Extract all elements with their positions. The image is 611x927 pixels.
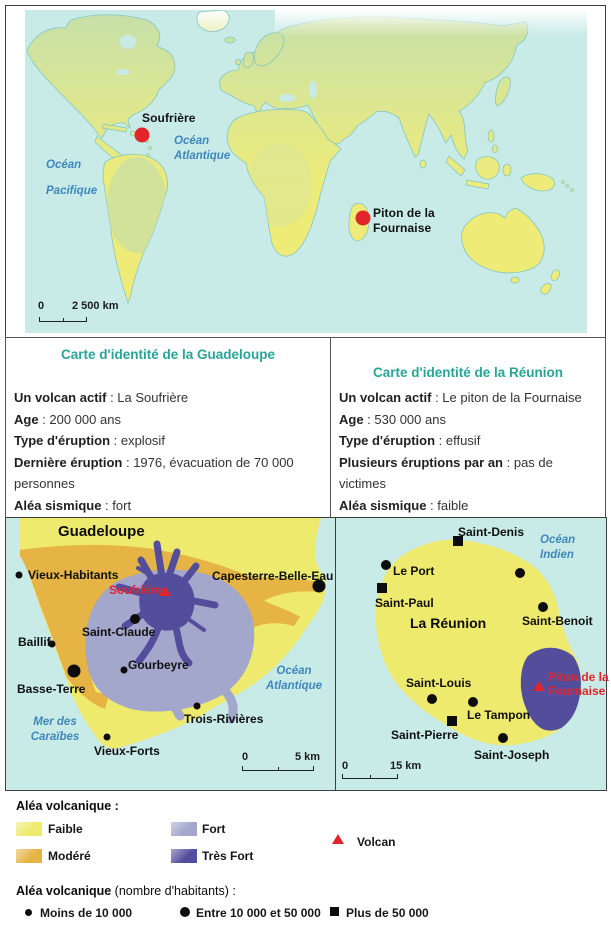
city-marker-basse-terre xyxy=(68,665,81,678)
card-reunion-facts xyxy=(331,387,605,517)
city-label-vieux-habitants: Vieux-Habitants xyxy=(28,568,119,582)
world-scale-bar xyxy=(39,317,87,322)
mer-des-caraibes-label: Mer des Caraïbes xyxy=(30,716,80,743)
legend-label-faible: Faible xyxy=(48,822,83,836)
world-scale-label: 2 500 km xyxy=(72,300,119,312)
city-label-trois-rivieres: Trois-Rivières xyxy=(184,712,264,726)
legend-hazard-title: Aléa volcanique : xyxy=(16,799,119,813)
legend-square-icon xyxy=(330,907,339,916)
fact-eruptions-per-year: Plusieurs éruptions par an : pas de victimes xyxy=(339,454,553,492)
fact-volcano: Un volcan actif : Le piton de la Fournaise xyxy=(339,390,582,405)
world-map-panel xyxy=(5,5,606,338)
legend-dot-medium-icon xyxy=(180,907,190,917)
card-guadeloupe-title: Carte d'identité de la Guadeloupe xyxy=(61,347,275,362)
fact-seismic: Aléa sismique : faible xyxy=(339,497,469,513)
city-label-vieux-forts: Vieux-Forts xyxy=(94,744,160,758)
piton-volcano-label: Piton de la Fournaise xyxy=(548,670,609,698)
city-label-saint-pierre: Saint-Pierre xyxy=(391,728,459,742)
legend-label-tres-fort: Très Fort xyxy=(202,849,254,863)
city-marker-le-port xyxy=(381,560,391,570)
guadeloupe-map xyxy=(6,518,335,790)
swatch-modere xyxy=(16,849,42,863)
fact-seismic: Aléa sismique : fort xyxy=(14,497,132,513)
city-marker-vieux-habitants xyxy=(16,572,23,579)
legend-label-fort: Fort xyxy=(202,822,226,836)
world-map xyxy=(25,10,587,333)
fact-age: Age : 530 000 ans xyxy=(339,411,446,427)
city-marker-le-tampon xyxy=(468,697,478,707)
legend-dot-small-icon xyxy=(25,909,32,916)
swatch-tres-fort xyxy=(171,849,197,863)
ocean-indien-label: Océan Indien xyxy=(540,534,576,561)
reunion-map-panel xyxy=(335,517,607,791)
fact-age: Age : 200 000 ans xyxy=(14,411,121,427)
legend-label-plus-50000: Plus de 50 000 xyxy=(346,906,429,920)
world-label-piton: Piton de la Fournaise xyxy=(373,206,435,235)
world-scale-zero: 0 xyxy=(38,300,45,312)
ocean-atlantique-label: Océan Atlantique xyxy=(265,665,323,692)
piton-volcano-icon xyxy=(533,681,545,691)
city-marker-gourbeyre xyxy=(121,667,128,674)
fact-last-eruption: Dernière éruption : 1976, évacuation de 70 000 personnes xyxy=(14,454,294,492)
city-marker-saint-benoit xyxy=(538,602,548,612)
world-label-soufriere: Soufrière xyxy=(142,111,196,125)
fact-eruption-type: Type d'éruption : explosif xyxy=(14,433,165,449)
reunion-map-title: La Réunion xyxy=(410,615,487,631)
city-marker-saint-claude xyxy=(130,614,140,624)
card-guadeloupe-facts xyxy=(6,387,330,517)
legend xyxy=(0,791,611,927)
legend-volcano-icon xyxy=(332,834,344,844)
city-label-basse-terre: Basse-Terre xyxy=(17,682,86,696)
city-label-saint-benoit: Saint-Benoit xyxy=(522,614,593,628)
legend-label-moins-10000: Moins de 10 000 xyxy=(40,906,133,920)
city-marker-saint-joseph xyxy=(498,733,508,743)
city-marker-saint-pierre xyxy=(447,716,457,726)
card-reunion xyxy=(330,337,606,518)
city-label-saint-joseph: Saint-Joseph xyxy=(474,748,550,762)
reunion-scale-label: 15 km xyxy=(390,760,422,772)
city-marker-saint-louis xyxy=(427,694,437,704)
soufriere-volcano-icon xyxy=(159,586,171,596)
city-label-le-port: Le Port xyxy=(393,564,435,578)
legend-label-entre-10000-50000: Entre 10 000 et 50 000 xyxy=(196,906,321,920)
card-guadeloupe xyxy=(5,337,331,518)
city-label-saint-louis: Saint-Louis xyxy=(406,676,472,690)
reunion-scale-zero: 0 xyxy=(342,760,349,772)
legend-label-modere: Modéré xyxy=(48,849,91,863)
swatch-fort xyxy=(171,822,197,836)
fact-eruption-type: Type d'éruption : effusif xyxy=(339,433,481,449)
reunion-scale-bar xyxy=(342,774,398,779)
fact-volcano: Un volcan actif : La Soufrière xyxy=(14,390,189,405)
city-marker-vieux-forts xyxy=(104,734,111,741)
swatch-faible xyxy=(16,822,42,836)
legend-population-title: Aléa volcanique (nombre d'habitants) : xyxy=(16,884,236,898)
city-marker-trois-rivieres xyxy=(194,703,201,710)
city-marker-saint-paul xyxy=(377,583,387,593)
city-label-capesterre-belle-eau: Capesterre-Belle-Eau xyxy=(212,569,334,583)
city-label-gourbeyre: Gourbeyre xyxy=(128,658,189,672)
world-label-ocean-pacifique-1: Océan xyxy=(46,159,82,171)
guadeloupe-map-panel xyxy=(5,517,336,791)
world-label-ocean-atlantique: Océan Atlantique xyxy=(174,135,231,162)
city-label-saint-denis: Saint-Denis xyxy=(458,525,525,539)
guadeloupe-scale-zero: 0 xyxy=(242,751,249,763)
guadeloupe-map-title: Guadeloupe xyxy=(58,523,145,540)
city-label-saint-paul: Saint-Paul xyxy=(375,596,434,610)
city-label-baillif: Baillif xyxy=(18,635,51,649)
guadeloupe-scale-bar xyxy=(242,766,314,771)
soufriere-volcano-label: Soufrière xyxy=(109,583,162,597)
city-label-le-tampon: Le Tampon xyxy=(467,708,531,722)
world-piton-dot xyxy=(356,211,371,226)
world-label-ocean-pacifique-2: Pacifique xyxy=(46,185,98,197)
city-label-saint-claude: Saint-Claude xyxy=(82,625,156,639)
world-soufriere-dot xyxy=(135,128,150,143)
legend-label-volcan: Volcan xyxy=(357,835,396,849)
card-reunion-title: Carte d'identité de la Réunion xyxy=(373,365,563,380)
guadeloupe-scale-label: 5 km xyxy=(295,751,321,763)
city-marker xyxy=(515,568,525,578)
